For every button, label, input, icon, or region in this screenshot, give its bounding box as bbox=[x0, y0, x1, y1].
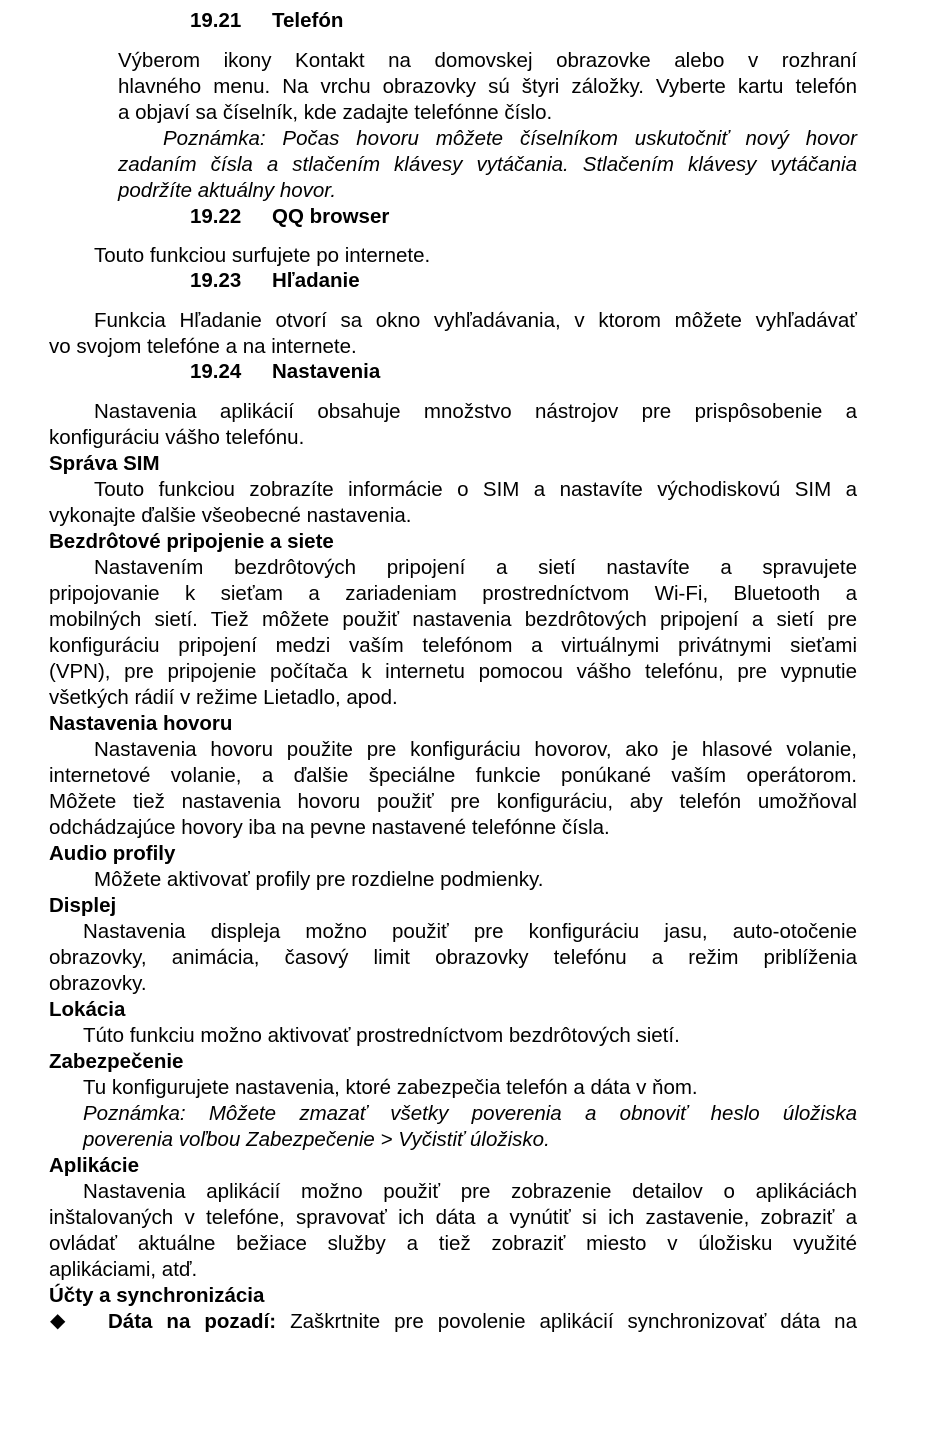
paragraph-line: vykonajte ďalšie všeobecné nastavenia. bbox=[49, 504, 412, 527]
paragraph-line: obrazovky. bbox=[49, 972, 147, 995]
subheading-apps: Aplikácie bbox=[49, 1154, 140, 1177]
diamond-bullet-icon: ◆ bbox=[50, 1310, 66, 1332]
paragraph-line: konfiguráciu pripojení medzi vaším telefónom a virtuálnymi privátnymi sieťami bbox=[49, 634, 857, 657]
subheading-audio: Audio profily bbox=[49, 842, 176, 865]
paragraph-line: Môžete aktivovať profily pre rozdielne podmienky. bbox=[94, 868, 544, 891]
note-line: Poznámka: Môžete zmazať všetky poverenia a obnoviť heslo úložiska bbox=[83, 1102, 857, 1125]
note-line: podržíte aktuálny hovor. bbox=[118, 179, 337, 202]
paragraph-line: mobilných sietí. Tiež môžete použiť nastavenia bezdrôtových pripojení a sietí pre bbox=[49, 608, 857, 631]
section-heading-19-24: 19.24 Nastavenia bbox=[190, 360, 381, 383]
paragraph-line: (VPN), pre pripojenie počítača k internetu pomocou vášho telefónu, pre vypnutie bbox=[49, 660, 857, 683]
paragraph-line: Nastavenia displeja možno použiť pre konfiguráciu jasu, auto-otočenie bbox=[83, 920, 857, 943]
paragraph-line: Funkcia Hľadanie otvorí sa okno vyhľadávania, v ktorom môžete vyhľadávať bbox=[94, 309, 857, 332]
subheading-wireless: Bezdrôtové pripojenie a siete bbox=[49, 530, 334, 553]
paragraph-line: odchádzajúce hovory iba na pevne nastavené telefónne čísla. bbox=[49, 816, 610, 839]
section-heading-19-21: 19.21 Telefón bbox=[190, 9, 344, 32]
paragraph-line: všetkých rádií v režime Lietadlo, apod. bbox=[49, 686, 398, 709]
paragraph-line: Môžete tiež nastavenia hovoru použiť pre konfiguráciu, aby telefón umožňoval bbox=[49, 790, 857, 813]
paragraph-line: Nastavením bezdrôtových pripojení a sietí nastavíte a spravujete bbox=[94, 556, 857, 579]
subheading-call: Nastavenia hovoru bbox=[49, 712, 233, 735]
note-line: zadaním čísla a stlačením klávesy vytáčania. Stlačením klávesy vytáčania bbox=[118, 153, 857, 176]
subheading-location: Lokácia bbox=[49, 998, 126, 1021]
paragraph-line: hlavného menu. Na vrchu obrazovky sú štyri záložky. Vyberte kartu telefón bbox=[118, 75, 857, 98]
paragraph-line: a objaví sa číselník, kde zadajte telefónne číslo. bbox=[118, 101, 553, 124]
paragraph-line: Nastavenia hovoru použite pre konfiguráciu hovorov, ako je hlasové volanie, bbox=[94, 738, 857, 761]
subheading-display: Displej bbox=[49, 894, 117, 917]
note-line: poverenia voľbou Zabezpečenie > Vyčistiť úložisko. bbox=[83, 1128, 550, 1151]
subheading-security: Zabezpečenie bbox=[49, 1050, 184, 1073]
paragraph-line: Nastavenia aplikácií možno použiť pre zobrazenie detailov o aplikáciách bbox=[83, 1180, 857, 1203]
bullet-item bbox=[108, 1309, 857, 1335]
section-heading-19-22: 19.22 QQ browser bbox=[190, 205, 390, 228]
paragraph-line: vo svojom telefóne a na internete. bbox=[49, 335, 357, 358]
section-heading-19-23: 19.23 Hľadanie bbox=[190, 269, 360, 292]
note-line: Poznámka: Počas hovoru môžete číselníkom uskutočniť nový hovor bbox=[163, 127, 857, 150]
paragraph-line: Touto funkciou zobrazíte informácie o SIM a nastavíte východiskovú SIM a bbox=[94, 478, 857, 501]
paragraph-line: Túto funkciu možno aktivovať prostredníctvom bezdrôtových sietí. bbox=[83, 1024, 680, 1047]
paragraph-line: Nastavenia aplikácií obsahuje množstvo nástrojov pre prispôsobenie a bbox=[94, 400, 857, 423]
paragraph-line: inštalovaných v telefóne, spravovať ich dáta a vynútiť si ich zastavenie, zobraziť a bbox=[49, 1206, 857, 1229]
bullet-text: Zaškrtnite pre povolenie aplikácií synchronizovať dáta na bbox=[290, 1310, 857, 1333]
paragraph-line: Touto funkciou surfujete po internete. bbox=[94, 244, 431, 267]
paragraph-line: Tu konfigurujete nastavenia, ktoré zabezpečia telefón a dáta v ňom. bbox=[83, 1076, 698, 1099]
paragraph-line: internetové volanie, a ďalšie špeciálne funkcie ponúkané vaším operátorom. bbox=[49, 764, 857, 787]
paragraph-line: konfiguráciu vášho telefónu. bbox=[49, 426, 305, 449]
paragraph-line: aplikáciami, atď. bbox=[49, 1258, 198, 1281]
paragraph-line: obrazovky, animácia, časový limit obrazovky telefónu a režim priblíženia bbox=[49, 946, 857, 969]
subheading-sim: Správa SIM bbox=[49, 452, 160, 475]
subheading-accounts: Účty a synchronizácia bbox=[49, 1284, 265, 1307]
bullet-label: Dáta na pozadí: bbox=[108, 1310, 277, 1333]
paragraph-line: Výberom ikony Kontakt na domovskej obrazovke alebo v rozhraní bbox=[118, 49, 857, 72]
paragraph-line: ovládať aktuálne bežiace služby a tiež zobraziť miesto v úložisku využité bbox=[49, 1232, 857, 1255]
paragraph-line: pripojovanie k sieťam a zariadeniam prostredníctvom Wi-Fi, Bluetooth a bbox=[49, 582, 857, 605]
